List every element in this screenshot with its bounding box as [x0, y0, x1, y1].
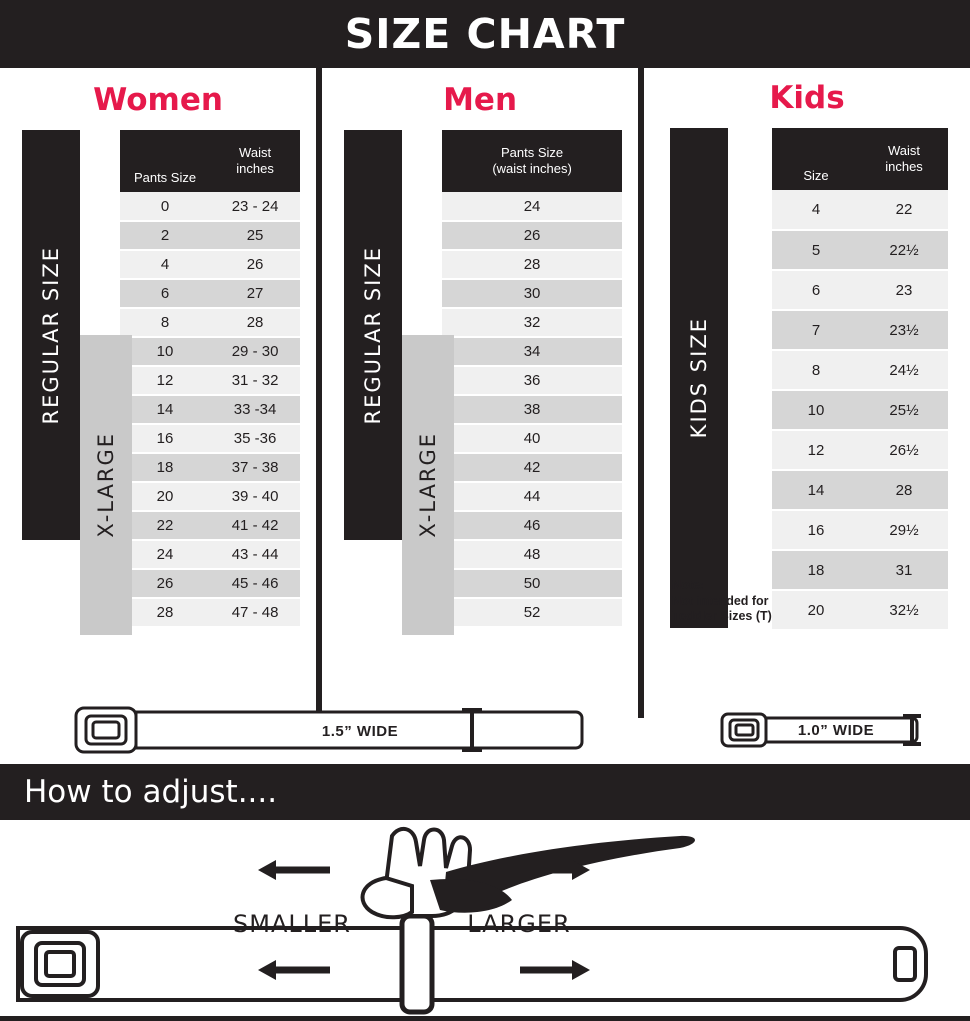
men-header-line1: Pants Size — [500, 145, 564, 161]
table-row — [442, 598, 622, 627]
women-header-waist-line2: inches — [236, 161, 274, 176]
table-row — [772, 230, 948, 270]
kids-title: Kids — [769, 80, 845, 116]
women-title: Women — [93, 82, 223, 118]
cell-waist: 37 - 38 — [210, 453, 300, 482]
table-row — [120, 366, 300, 395]
women-regular-size-label: REGULAR SIZE — [39, 245, 63, 425]
cell-waist: 32½ — [860, 590, 948, 630]
cell-waist: 35 -36 — [210, 424, 300, 453]
cell-waist: 26 — [210, 250, 300, 279]
table-row — [120, 569, 300, 598]
page-header — [0, 0, 970, 68]
men-table-body — [442, 192, 622, 627]
cell-size: 24 — [120, 540, 210, 569]
belt-width-diagrams — [0, 700, 970, 760]
cell-size: 22 — [120, 511, 210, 540]
table-row — [442, 569, 622, 598]
cell-size: 7 — [772, 310, 860, 350]
women-table-wrap — [10, 130, 300, 628]
kids-belt-width-label: 1.0” WIDE — [797, 722, 875, 739]
table-row — [442, 453, 622, 482]
cell-size: 26 — [120, 569, 210, 598]
table-row — [772, 390, 948, 430]
table-row — [120, 337, 300, 366]
cell-size: 4 — [120, 250, 210, 279]
cell-waist: 31 — [860, 550, 948, 590]
cell-waist: 23½ — [860, 310, 948, 350]
table-row — [772, 430, 948, 470]
cell-size: 28 — [120, 598, 210, 627]
kids-size-bar — [670, 128, 728, 628]
cell-size: 6 — [120, 279, 210, 308]
cell-size: 8 — [120, 308, 210, 337]
table-row — [442, 395, 622, 424]
women-column — [0, 68, 316, 718]
table-row — [772, 270, 948, 310]
kids-size-label: KIDS SIZE — [687, 317, 712, 439]
cell-size: 50 — [442, 569, 622, 598]
cell-size: 14 — [120, 395, 210, 424]
cell-size: 32 — [442, 308, 622, 337]
smaller-label: SMALLER — [233, 910, 351, 938]
table-row — [442, 366, 622, 395]
cell-size: 18 — [772, 550, 860, 590]
size-tables-band — [0, 68, 970, 718]
cell-waist: 22 — [860, 190, 948, 230]
cell-waist: 25 — [210, 221, 300, 250]
cell-size: 52 — [442, 598, 622, 627]
table-row — [442, 221, 622, 250]
table-row — [442, 308, 622, 337]
cell-size: 42 — [442, 453, 622, 482]
table-row — [772, 310, 948, 350]
table-row — [120, 511, 300, 540]
cell-size: 5 — [772, 230, 860, 270]
table-row — [772, 190, 948, 230]
women-header-waist — [210, 130, 300, 192]
cell-size: 16 — [120, 424, 210, 453]
table-row — [772, 350, 948, 390]
larger-label: LARGER — [467, 910, 571, 938]
women-xlarge-label: X-LARGE — [94, 432, 118, 538]
men-xlarge-label: X-LARGE — [416, 432, 441, 538]
cell-size: 26 — [442, 221, 622, 250]
page-title: SIZE CHART — [344, 10, 626, 58]
women-size-table — [120, 130, 300, 628]
cell-size: 20 — [772, 590, 860, 630]
how-to-adjust-bar — [0, 764, 970, 820]
cell-waist: 22½ — [860, 230, 948, 270]
how-to-adjust-title: How to adjust.... — [24, 774, 278, 810]
kids-header-size: Size — [772, 128, 860, 190]
table-row — [120, 540, 300, 569]
cell-size: 48 — [442, 540, 622, 569]
men-column — [322, 68, 638, 718]
cell-size: 44 — [442, 482, 622, 511]
men-xlarge-bar — [402, 335, 454, 635]
cell-size: 20 — [120, 482, 210, 511]
cell-size: 28 — [442, 250, 622, 279]
men-regular-size-label: REGULAR SIZE — [361, 245, 386, 425]
cell-waist: 28 — [210, 308, 300, 337]
table-row — [442, 279, 622, 308]
cell-waist: 23 - 24 — [210, 192, 300, 221]
cell-size: 16 — [772, 510, 860, 550]
table-row — [442, 337, 622, 366]
table-row — [120, 308, 300, 337]
table-row — [442, 540, 622, 569]
cell-size: 14 — [772, 470, 860, 510]
kids-header-waist-line2: inches — [885, 159, 923, 174]
adult-belt-diagram — [0, 700, 640, 760]
cell-waist: 23 — [860, 270, 948, 310]
men-regular-size-bar — [344, 130, 402, 540]
kids-note-line2: Not intended for — [672, 593, 769, 608]
cell-waist: 28 — [860, 470, 948, 510]
table-row — [120, 482, 300, 511]
how-to-adjust-illustration — [0, 820, 970, 1016]
cell-size: 10 — [120, 337, 210, 366]
table-row — [120, 395, 300, 424]
cell-waist: 29 - 30 — [210, 337, 300, 366]
cell-size: 10 — [772, 390, 860, 430]
cell-size: 18 — [120, 453, 210, 482]
cell-size: 12 — [120, 366, 210, 395]
how-to-adjust-section — [0, 764, 970, 1021]
cell-waist: 41 - 42 — [210, 511, 300, 540]
cell-size: 46 — [442, 511, 622, 540]
cell-size: 30 — [442, 279, 622, 308]
kids-table-body — [772, 190, 948, 630]
kids-column — [644, 68, 970, 718]
men-header-line2: (waist inches) — [492, 161, 572, 176]
kids-belt-diagram — [650, 700, 970, 760]
women-regular-size-bar — [22, 130, 80, 540]
cell-waist: 26½ — [860, 430, 948, 470]
cell-waist: 27 — [210, 279, 300, 308]
cell-size: 8 — [772, 350, 860, 390]
cell-waist: 45 - 46 — [210, 569, 300, 598]
table-row — [442, 482, 622, 511]
cell-size: 4 — [772, 190, 860, 230]
table-row — [772, 470, 948, 510]
cell-waist: 47 - 48 — [210, 598, 300, 627]
table-row — [120, 250, 300, 279]
cell-waist: 31 - 32 — [210, 366, 300, 395]
women-xlarge-bar — [80, 335, 132, 635]
table-row — [442, 250, 622, 279]
men-title: Men — [443, 82, 518, 118]
kids-note-line3: Toddler Sizes (T) — [672, 609, 772, 624]
table-row — [772, 590, 948, 630]
table-row — [120, 279, 300, 308]
cell-size: 6 — [772, 270, 860, 310]
kids-table-wrap — [662, 128, 948, 631]
kids-header-waist-line1: Waist — [887, 143, 921, 159]
cell-size: 36 — [442, 366, 622, 395]
table-row — [120, 598, 300, 627]
table-row — [120, 424, 300, 453]
table-row — [772, 510, 948, 550]
cell-size: 0 — [120, 192, 210, 221]
adult-belt-width-label: 1.5” WIDE — [321, 723, 399, 740]
table-row — [442, 424, 622, 453]
table-row — [120, 453, 300, 482]
cell-size: 2 — [120, 221, 210, 250]
table-row — [442, 192, 622, 221]
footer-rule — [0, 1016, 970, 1021]
cell-size: 24 — [442, 192, 622, 221]
cell-size: 34 — [442, 337, 622, 366]
men-size-table — [442, 130, 622, 628]
men-header-pants-size — [442, 130, 622, 192]
table-row — [442, 511, 622, 540]
adjust-diagram — [0, 820, 970, 1016]
kids-header-waist — [860, 128, 948, 190]
cell-waist: 24½ — [860, 350, 948, 390]
cell-waist: 39 - 40 — [210, 482, 300, 511]
cell-waist: 25½ — [860, 390, 948, 430]
cell-waist: 43 - 44 — [210, 540, 300, 569]
cell-size: 12 — [772, 430, 860, 470]
kids-note — [672, 578, 780, 625]
cell-size: 38 — [442, 395, 622, 424]
cell-size: 40 — [442, 424, 622, 453]
cell-waist: 33 -34 — [210, 395, 300, 424]
kids-size-table — [772, 128, 948, 631]
table-row — [120, 192, 300, 221]
women-table-body — [120, 192, 300, 627]
kids-note-line1: Note: — [672, 578, 704, 592]
women-header-waist-line1: Waist — [239, 145, 272, 161]
men-table-wrap — [332, 130, 622, 628]
table-row — [120, 221, 300, 250]
women-header-pants-size: Pants Size — [120, 130, 210, 192]
table-row — [772, 550, 948, 590]
cell-waist: 29½ — [860, 510, 948, 550]
